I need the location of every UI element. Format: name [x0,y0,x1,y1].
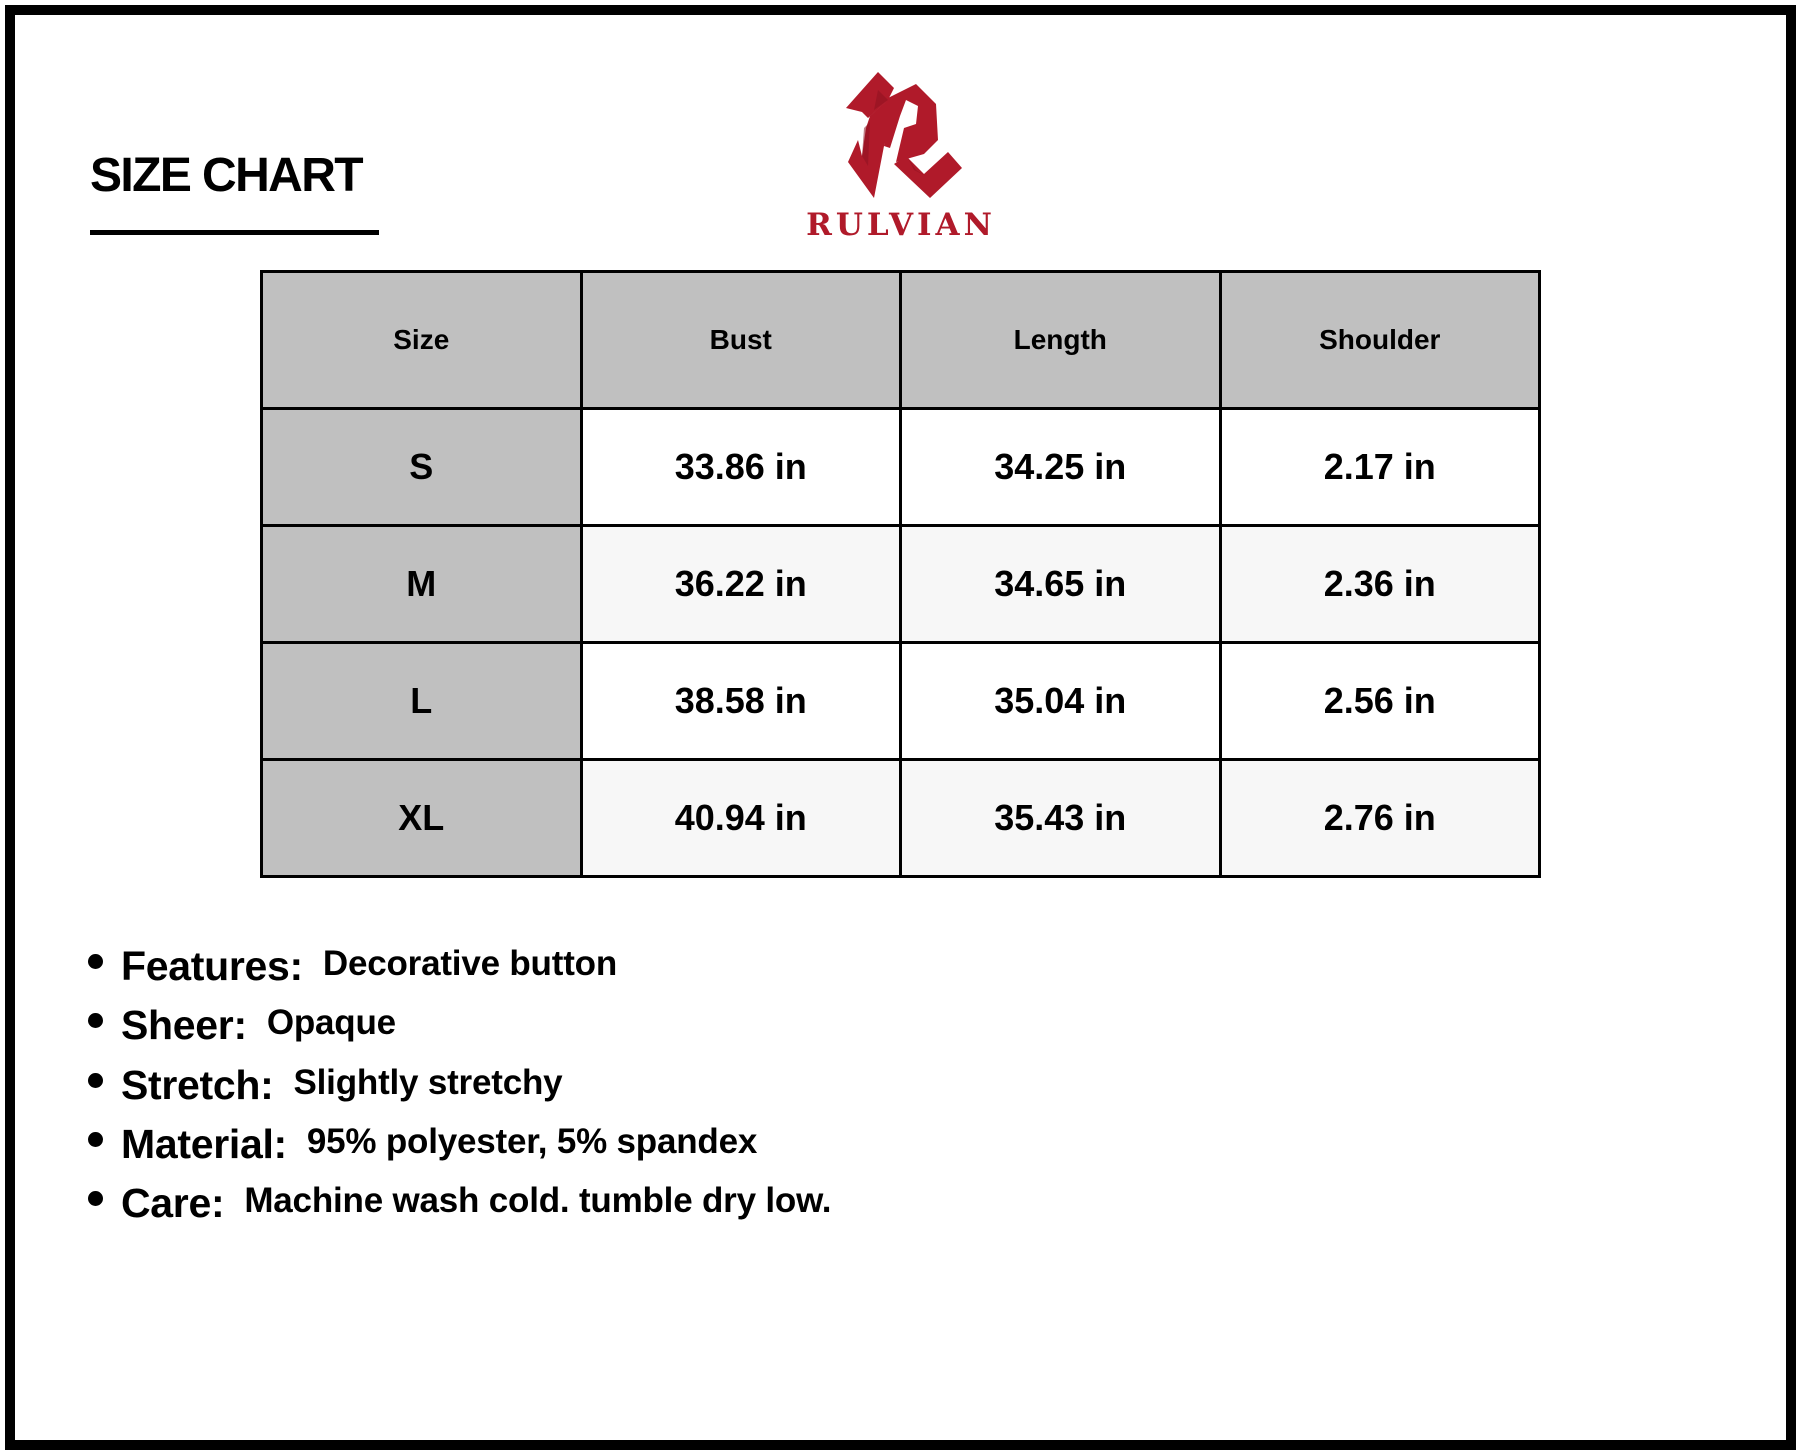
length-cell: 34.25 in [901,409,1221,526]
size-cell: XL [262,760,582,877]
spec-value: Opaque [266,1003,396,1043]
spec-stretch [88,1063,831,1122]
shoulder-cell: 2.17 in [1220,409,1540,526]
table-row [262,526,1540,643]
spec-sheer [88,1003,831,1062]
size-cell: M [262,526,582,643]
length-cell: 35.04 in [901,643,1221,760]
bullet-icon [88,1013,103,1028]
spec-label: Material: [121,1120,287,1167]
bust-cell: 33.86 in [581,409,901,526]
size-cell: L [262,643,582,760]
bust-cell: 36.22 in [581,526,901,643]
spec-features [88,944,831,1003]
bullet-icon [88,1073,103,1088]
bullet-icon [88,1132,103,1147]
size-cell: S [262,409,582,526]
table-row [262,409,1540,526]
length-cell: 35.43 in [901,760,1221,877]
spec-value: Machine wash cold. tumble dry low. [244,1181,832,1221]
spec-label: Features: [121,943,303,989]
column-header-length: Length [901,272,1221,409]
table-row [262,760,1540,877]
bullet-icon [88,1191,103,1206]
spec-value: 95% polyester, 5% spandex [306,1121,758,1161]
column-header-shoulder: Shoulder [1220,272,1540,409]
spec-material [88,1122,831,1181]
product-specs-list [88,944,831,1240]
shoulder-cell: 2.36 in [1220,526,1540,643]
spec-value: Decorative button [322,944,618,983]
bust-cell: 40.94 in [581,760,901,877]
spec-label: Sheer: [121,1002,247,1049]
rulvian-r-logo-icon [844,66,964,202]
spec-label: Care: [121,1180,225,1227]
title-underline [90,230,379,235]
column-header-bust: Bust [581,272,901,409]
shoulder-cell: 2.56 in [1220,643,1540,760]
shoulder-cell: 2.76 in [1220,760,1540,877]
page-title: SIZE CHART [90,149,363,202]
column-header-size: Size [262,272,582,409]
spec-care [88,1181,831,1240]
length-cell: 34.65 in [901,526,1221,643]
size-chart-table [260,270,1541,878]
spec-value: Slightly stretchy [293,1062,563,1102]
spec-label: Stretch: [121,1061,274,1108]
brand-logo [776,62,1026,252]
table-header-row [262,272,1540,409]
table-row [262,643,1540,760]
bust-cell: 38.58 in [581,643,901,760]
bullet-icon [88,954,103,969]
brand-wordmark: RULVIAN [806,207,996,243]
